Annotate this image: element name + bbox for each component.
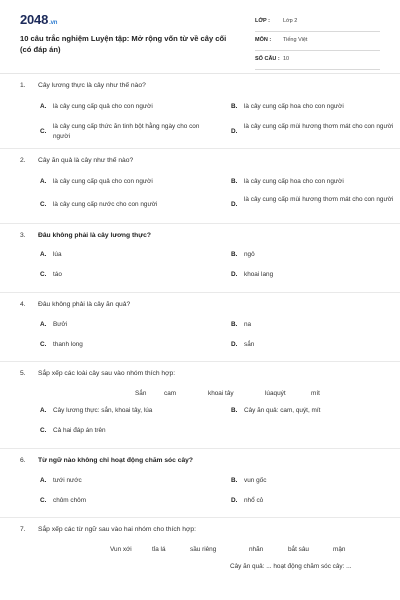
question-divider	[0, 361, 400, 362]
question-number: 2.	[20, 157, 26, 164]
meta-label: MÔN :	[255, 37, 272, 43]
option-letter: B.	[231, 477, 238, 484]
question-2	[0, 153, 400, 224]
meta-panel	[255, 16, 380, 73]
question-head	[20, 297, 400, 315]
question-number: 1.	[20, 82, 26, 89]
question-divider	[0, 517, 400, 518]
word-chip: bắt sâu	[288, 546, 309, 553]
meta-row-grade	[255, 16, 380, 32]
meta-value: Lớp 2	[283, 18, 298, 24]
word-chip: nhãn	[249, 546, 264, 553]
question-divider	[0, 223, 400, 224]
question-number: 7.	[20, 526, 26, 533]
word-chip: tỉa lá	[152, 546, 166, 553]
word-chip: Vun xới	[110, 546, 132, 553]
question-text: Sắp xếp các loài cây sau vào nhóm thích hợp:	[38, 370, 176, 377]
option-text: tưới nước	[53, 477, 82, 484]
option-text: là cây cung cấp nước cho con người	[53, 201, 158, 208]
option-letter: B.	[231, 321, 238, 328]
meta-value: Tiếng Việt	[283, 37, 308, 43]
meta-row-count	[255, 54, 380, 70]
options	[20, 96, 400, 142]
option-text: vun gốc	[244, 477, 267, 484]
option-letter: B.	[231, 103, 238, 110]
question-number: 5.	[20, 370, 26, 377]
option-text: na	[244, 321, 252, 328]
option-text: khoai lang	[244, 271, 274, 278]
option-letter: A.	[40, 477, 47, 484]
option-letter: A.	[40, 103, 47, 110]
option-letter: C.	[40, 201, 47, 208]
option-letter: D.	[231, 128, 238, 135]
question-5	[0, 366, 400, 449]
question-head	[20, 453, 400, 471]
question-text: Từ ngữ nào không chỉ hoạt động chăm sóc cây?	[38, 457, 193, 464]
question-divider	[0, 292, 400, 293]
option-letter: A.	[40, 251, 47, 258]
word-chip: Sắn	[135, 390, 147, 397]
cutoff-line	[20, 562, 400, 572]
question-text: Đâu không phải là cây lương thực?	[38, 232, 151, 239]
option-text: là cây cung cấp thức ăn tinh bột hằng ngày cho con người	[53, 123, 200, 140]
option-letter: A.	[40, 321, 47, 328]
question-divider	[0, 148, 400, 149]
option-text: Cả hai đáp án trên	[53, 427, 106, 434]
word-chip: sầu riêng	[190, 546, 217, 553]
option-letter: D.	[231, 271, 238, 278]
word-chip: lúaquýt	[265, 390, 286, 397]
question-text: Đâu không phải là cây ăn quả?	[38, 301, 131, 308]
option-letter: C.	[40, 341, 47, 348]
meta-row-subject	[255, 35, 380, 51]
question-head	[20, 78, 400, 96]
option-text: là cây cung cấp hoa cho con người	[244, 178, 344, 185]
meta-label: SỐ CÂU :	[255, 56, 280, 62]
option-letter: D.	[231, 497, 238, 504]
options	[20, 246, 400, 286]
options	[20, 171, 400, 217]
option-letter: C.	[40, 128, 47, 135]
question-1	[0, 78, 400, 149]
option-letter: B.	[231, 407, 238, 414]
cutoff-text: Cây ăn quả: ... hoạt động chăm sóc cây: ...	[230, 563, 352, 570]
option-text: chôm chôm	[53, 497, 87, 504]
question-7	[0, 522, 400, 572]
logo-text: 2048	[20, 12, 49, 27]
word-chip: khoai tây	[208, 390, 234, 397]
option-text: sắn	[244, 341, 255, 348]
option-letter: C.	[40, 271, 47, 278]
logo-tld: .vn	[49, 20, 58, 26]
site-logo[interactable]	[20, 12, 57, 27]
options	[20, 471, 400, 511]
header-divider	[0, 73, 400, 74]
option-text: Cây lương thực: sắn, khoai tây, lúa	[53, 407, 153, 414]
options	[20, 315, 400, 355]
question-head	[20, 153, 400, 171]
question-head	[20, 522, 400, 540]
question-head	[20, 228, 400, 246]
question-number: 3.	[20, 232, 26, 239]
option-letter: A.	[40, 178, 47, 185]
option-text: táo	[53, 271, 62, 278]
question-divider	[0, 448, 400, 449]
question-4	[0, 297, 400, 362]
meta-label: LỚP :	[255, 18, 270, 24]
word-bank	[20, 540, 400, 562]
option-text: ngô	[244, 251, 255, 258]
option-letter: C.	[40, 497, 47, 504]
option-letter: B.	[231, 178, 238, 185]
question-3	[0, 228, 400, 293]
option-letter: D.	[231, 201, 238, 208]
question-text: Cây lương thực là cây như thế nào?	[38, 82, 146, 89]
option-text: là cây cung cấp mùi hương thơm mát cho con người	[244, 196, 394, 203]
option-text: là cây cung cấp hoa cho con người	[244, 103, 344, 110]
worksheet-header	[0, 0, 400, 66]
worksheet-title: 10 câu trắc nghiệm Luyện tập: Mở rộng vốn từ về cây cối (có đáp án)	[20, 34, 227, 54]
option-letter: C.	[40, 427, 47, 434]
word-chip: mít	[311, 390, 320, 397]
question-list	[0, 78, 400, 572]
meta-value: 10	[283, 56, 290, 62]
option-text: là cây cung cấp quả cho con người	[53, 178, 153, 185]
word-chip: cam	[164, 390, 177, 397]
option-letter: A.	[40, 407, 47, 414]
question-6	[0, 453, 400, 518]
option-letter: D.	[231, 341, 238, 348]
option-text: là cây cung cấp mùi hương thơm mát cho con người	[244, 123, 394, 130]
option-text: thanh long	[53, 341, 83, 348]
question-number: 6.	[20, 457, 26, 464]
question-text: Cây ăn quả là cây như thế nào?	[38, 157, 134, 164]
option-text: Cây ăn quả: cam, quýt, mít	[244, 407, 321, 414]
option-text: Bưởi	[53, 321, 68, 328]
word-chip: mận	[333, 546, 346, 553]
option-text: nhổ cỏ	[244, 497, 264, 504]
option-text: là cây cung cấp quả cho con người	[53, 103, 153, 110]
question-number: 4.	[20, 301, 26, 308]
question-text: Sắp xếp các từ ngữ sau vào hai nhóm cho thích hợp:	[38, 526, 196, 533]
option-letter: B.	[231, 251, 238, 258]
options	[20, 406, 400, 442]
option-text: lúa	[53, 251, 62, 258]
word-bank	[20, 384, 400, 406]
question-head	[20, 366, 400, 384]
